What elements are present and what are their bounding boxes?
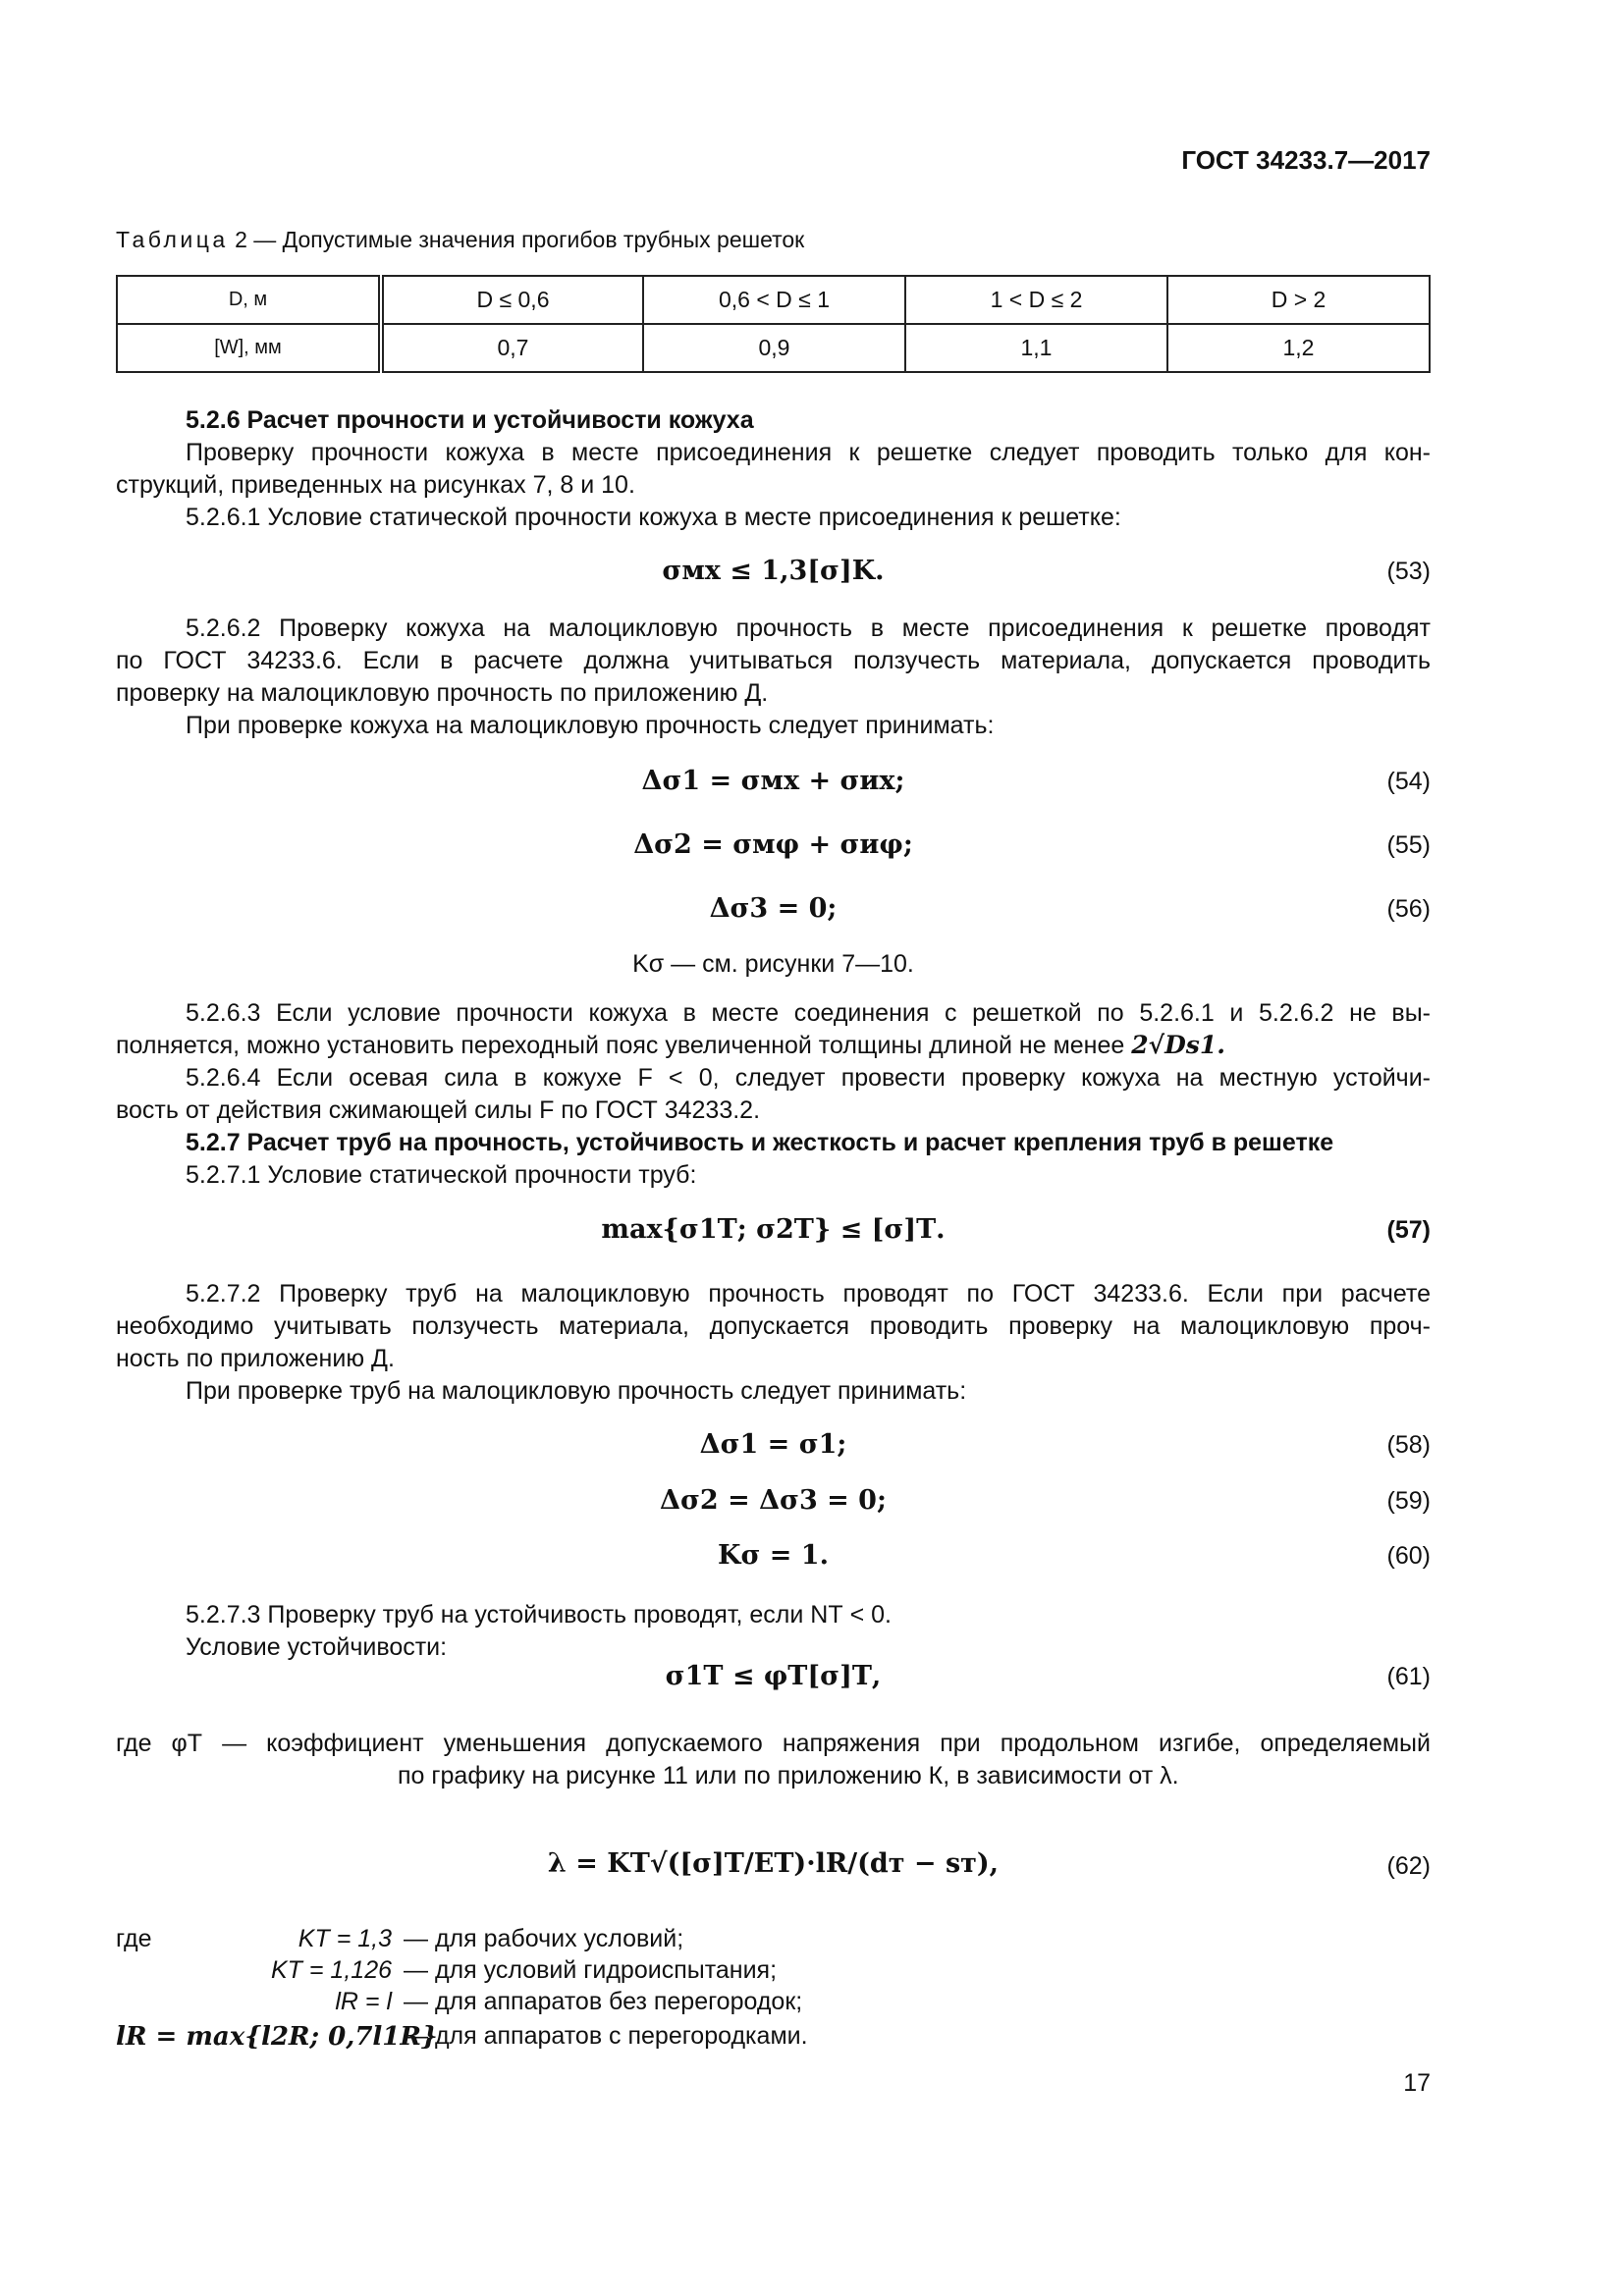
formula-62 [116,1839,1431,1897]
where-text: — для аппаратов с перегородками. [404,2022,808,2050]
where-symbol: lR = l [335,1988,392,2015]
table-header-row [117,276,1430,324]
table-row [117,324,1430,372]
table-cell: 1 < D ≤ 2 [905,276,1167,324]
formula-61 [116,1657,1431,1700]
table-cell: D ≤ 0,6 [381,276,643,324]
table-cell: 0,6 < D ≤ 1 [643,276,905,324]
formula-expression: σ1Т ≤ φТ[σ]Т, [665,1661,882,1691]
where-symbol: lR = max{l2R; 0,7l1R} [116,2022,438,2052]
deflection-table [116,275,1431,373]
k-sigma-note: Kσ — см. рисунки 7—10. [632,950,914,978]
table-cell: D > 2 [1167,276,1430,324]
where-symbol: KТ = 1,126 [271,1956,392,1984]
paragraph-line: по ГОСТ 34233.6. Если в расчете должна учитываться ползучесть материала, допускается проводить [116,647,1431,674]
formula-number: (59) [1386,1487,1431,1515]
section-title-5-2-7: 5.2.7 Расчет труб на прочность, устойчивость и жесткость и расчет крепления труб в решетке [186,1129,1334,1156]
document-code: ГОСТ 34233.7—2017 [1181,145,1431,175]
page-number: 17 [1403,2069,1431,2097]
paragraph-line: Проверку прочности кожуха в месте присоединения к решетке следует проводить только для кон- [186,439,1431,466]
where-text: — для условий гидроиспытания; [404,1956,778,1984]
table-caption-label: Таблица [116,227,229,252]
formula-expression: Δσ1 = σмх + σих; [641,766,905,796]
formula-53 [116,552,1431,595]
where-symbol: KТ = 1,3 [298,1925,392,1952]
formula-55 [116,826,1431,869]
paragraph-line: При проверке труб на малоцикловую прочность следует принимать: [186,1377,967,1405]
min-length-expression: 2√Ds1. [1131,1031,1225,1059]
formula-number: (62) [1386,1852,1431,1880]
where-text: — для рабочих условий; [404,1925,684,1952]
paragraph-line: 5.2.6.3 Если условие прочности кожуха в месте соединения с решеткой по 5.2.6.1 и 5.2.6.2 не вы- [186,999,1431,1027]
paragraph-line: 5.2.7.2 Проверку труб на малоцикловую прочность проводят по ГОСТ 34233.6. Если при расчете [186,1280,1431,1308]
formula-expression: Δσ1 = σ1; [699,1429,847,1460]
table-caption-text: 2 — Допустимые значения прогибов трубных решеток [235,227,805,252]
formula-expression: Δσ2 = Δσ3 = 0; [660,1485,887,1516]
formula-number: (54) [1386,768,1431,795]
table-caption [116,227,804,253]
paragraph-line: по графику на рисунке 11 или по приложению К, в зависимости от λ. [398,1762,1179,1789]
formula-57 [116,1210,1431,1254]
formula-number: (55) [1386,831,1431,859]
paragraph-line: Условие устойчивости: [186,1633,448,1661]
paragraph-line: 5.2.6.1 Условие статической прочности кожуха в месте присоединения к решетке: [186,504,1121,531]
formula-number: (60) [1386,1542,1431,1570]
formula-number: (58) [1386,1431,1431,1459]
paragraph-line: струкций, приведенных на рисунках 7, 8 и 10. [116,471,635,499]
formula-number: (57) [1386,1216,1431,1244]
formula-expression: Δσ3 = 0; [709,893,838,924]
paragraph-line: 5.2.7.3 Проверку труб на устойчивость проводят, если NТ < 0. [186,1601,892,1629]
table-cell: 0,7 [381,324,643,372]
paragraph-line: 5.2.7.1 Условие статической прочности труб: [186,1161,697,1189]
formula-60 [116,1536,1431,1579]
formula-number: (61) [1386,1663,1431,1690]
formula-number: (53) [1386,558,1431,585]
section-title-5-2-6: 5.2.6 Расчет прочности и устойчивости кожуха [186,406,754,434]
paragraph-line: 5.2.6.4 Если осевая сила в кожухе F < 0, следует провести проверку кожуха на местную устойчи- [186,1064,1431,1092]
formula-54 [116,762,1431,805]
table-cell: 0,9 [643,324,905,372]
table-cell: [W], мм [117,324,381,372]
paragraph-line: ность по приложению Д. [116,1345,395,1372]
formula-expression: σмх ≤ 1,3[σ]K. [662,556,885,586]
table-cell: 1,1 [905,324,1167,372]
formula-56 [116,889,1431,933]
paragraph-line: необходимо учитывать ползучесть материала, допускается проводить проверку на малоцикловую проч- [116,1312,1431,1340]
paragraph-line: проверку на малоцикловую прочность по приложению Д. [116,679,769,707]
formula-expression: λ = KТ√([σ]Т/EТ)·lR/(dт − sт), [547,1848,1000,1879]
formula-expression: Kσ = 1. [718,1540,829,1571]
where-label: где [116,1925,152,1952]
formula-58 [116,1425,1431,1468]
formula-number: (56) [1386,895,1431,923]
formula-expression: Δσ2 = σмφ + σиφ; [633,829,913,860]
formula-59 [116,1481,1431,1524]
table-cell: D, м [117,276,381,324]
paragraph-line [116,1030,1431,1061]
paragraph-text: полняется, можно установить переходный пояс увеличенной толщины длиной не менее [116,1032,1125,1059]
paragraph-line: При проверке кожуха на малоцикловую прочность следует принимать: [186,712,995,739]
paragraph-line: где φТ — коэффициент уменьшения допускаемого напряжения при продольном изгибе, определяемый [116,1730,1431,1757]
table-cell: 1,2 [1167,324,1430,372]
paragraph-line: 5.2.6.2 Проверку кожуха на малоцикловую прочность в месте присоединения к решетке проводят [186,614,1431,642]
formula-expression: max{σ1Т; σ2Т} ≤ [σ]Т. [601,1214,946,1245]
where-text: — для аппаратов без перегородок; [404,1988,803,2015]
paragraph-line: вость от действия сжимающей силы F по ГОСТ 34233.2. [116,1096,761,1124]
